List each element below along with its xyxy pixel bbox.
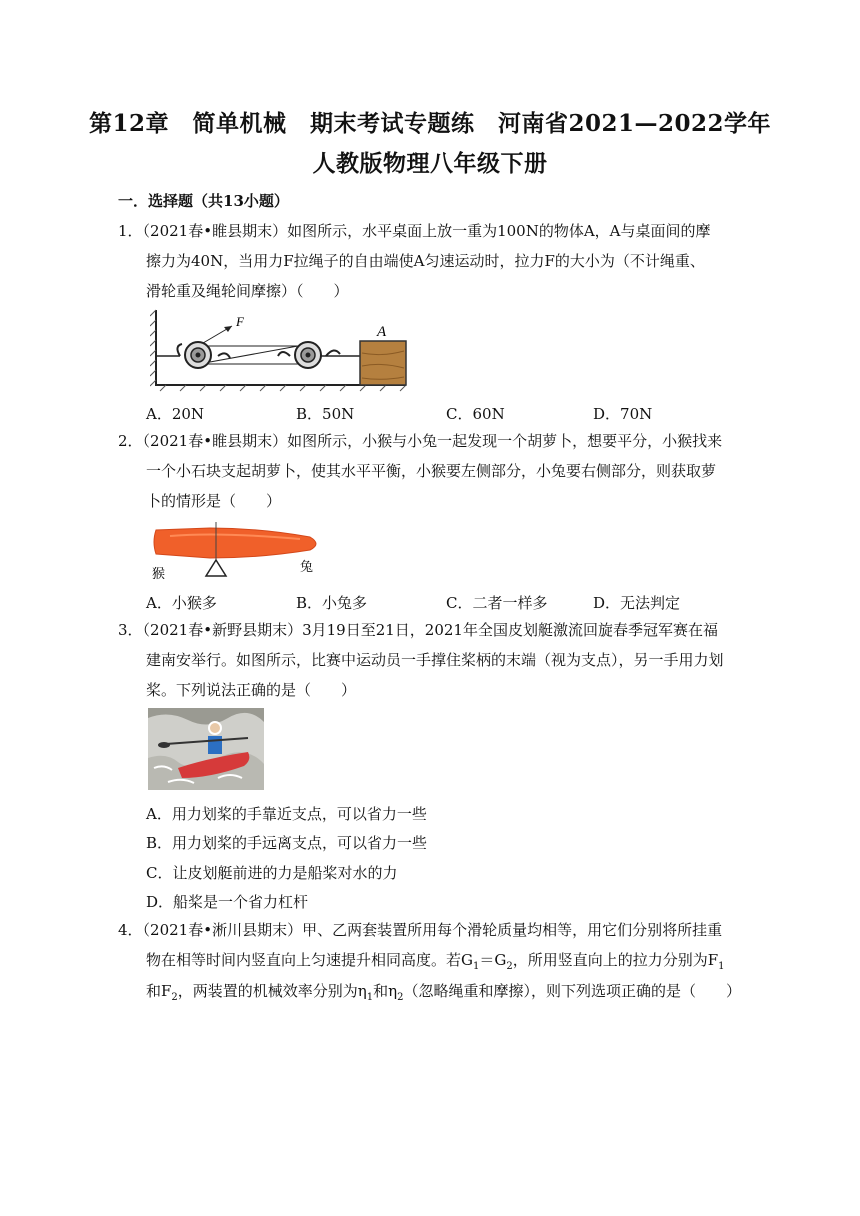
- q4-line1: 4．（2021春•淅川县期末）甲、乙两套装置所用每个滑轮质量均相等，用它们分别将所挂重: [118, 921, 723, 939]
- q2-line3: 卜的情形是（ ）: [146, 492, 282, 510]
- q3-option-b[interactable]: B．用力划桨的手远离支点，可以省力一些: [146, 834, 428, 852]
- q2-line1: 2．（2021春•睢县期末）如图所示，小猴与小兔一起发现一个胡萝卜，想要平分，小猴找来: [118, 432, 723, 450]
- q3-option-d[interactable]: D．船桨是一个省力杠杆: [146, 893, 309, 911]
- q2-line2: 一个小石块支起胡萝卜，使其水平平衡，小猴要左侧部分，小兔要右侧部分，则获取萝: [146, 462, 717, 480]
- q3-option-c[interactable]: C．让皮划艇前进的力是船桨对水的力: [146, 864, 398, 882]
- q1-pulley-figure: [150, 308, 410, 392]
- q1-line2: 擦力为40N，当用力F拉绳子的自由端使A匀速运动时，拉力F的大小为（不计绳重、: [146, 252, 705, 270]
- q1-option-d[interactable]: D．70N: [593, 405, 653, 423]
- q3-kayak-photo: [148, 708, 264, 790]
- q2-option-c[interactable]: C．二者一样多: [446, 594, 548, 612]
- q2-option-d[interactable]: D．无法判定: [593, 594, 681, 612]
- q2-figure-label-monkey: 猴: [152, 567, 166, 582]
- q4-line3: 和$F_2$，两装置的机械效率分别为$\eta_1$和$\eta_2$（忽略绳重和摩擦），则下列选项正确的是（ ）: [146, 982, 742, 1003]
- q1-option-c[interactable]: C．60N: [446, 405, 505, 423]
- q2-figure-label-rabbit: 兔: [300, 560, 314, 575]
- document-title-line1: 第12章 简单机械 期末考试专题练 河南省2021—2022学年: [88, 110, 772, 137]
- q1-option-b[interactable]: B．50N: [296, 405, 355, 423]
- q3-option-a[interactable]: A．用力划桨的手靠近支点，可以省力一些: [146, 805, 427, 823]
- q1-line3: 滑轮重及绳轮间摩擦）（ ）: [146, 282, 349, 300]
- q1-figure-label-f: F: [236, 314, 244, 329]
- q3-line1: 3．（2021春•新野县期末）3月19日至21日，2021年全国皮划艇激流回旋春季冠军赛在福: [118, 621, 718, 639]
- document-title-line2: 人教版物理八年级下册: [312, 150, 548, 177]
- q2-option-a[interactable]: A．小猴多: [146, 594, 217, 612]
- section-heading: 一．选择题（共13小题）: [118, 192, 289, 210]
- q2-carrot-figure: [150, 520, 325, 582]
- q1-line1: 1．（2021春•睢县期末）如图所示，水平桌面上放一重为100N的物体A，A与桌面间的摩: [118, 222, 711, 240]
- q3-line2: 建南安举行。如图所示，比赛中运动员一手撑住桨柄的末端（视为支点），另一手用力划: [146, 651, 724, 669]
- q1-figure-label-a: A: [377, 324, 387, 340]
- q1-option-a[interactable]: A．20N: [146, 405, 205, 423]
- q4-line2: 物在相等时间内竖直向上匀速提升相同高度。若$G_1=G_2$，所用竖直向上的拉力分别为$F_1$: [146, 951, 725, 972]
- q3-line3: 桨。下列说法正确的是（ ）: [146, 681, 357, 699]
- q2-option-b[interactable]: B．小兔多: [296, 594, 368, 612]
